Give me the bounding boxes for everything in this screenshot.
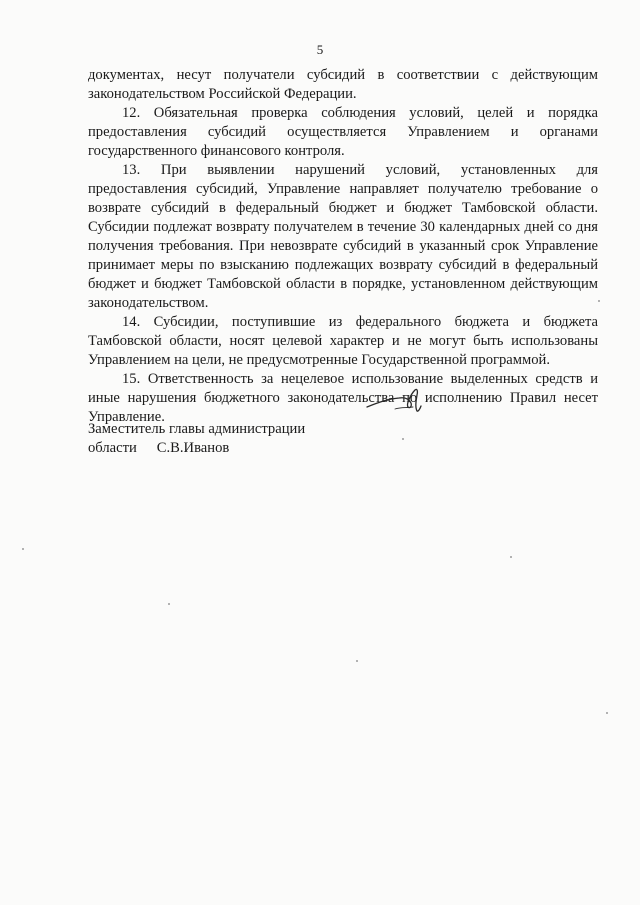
signatory-name: С.В.Иванов bbox=[156, 440, 230, 456]
paragraph-12: 12. Обязательная проверка соблюдения условий, целей и порядка предоставления субсидий осуществляется Управлением и органами государственного финансового контроля. bbox=[88, 105, 598, 159]
scan-speck bbox=[22, 548, 24, 550]
paragraph-continuation: документах, несут получатели субсидий в соответствии с действующим законодательством Российской Федерации. bbox=[88, 67, 598, 102]
signatory-region: области bbox=[88, 440, 137, 456]
signature-block bbox=[88, 420, 305, 458]
page-number: 5 bbox=[316, 42, 324, 57]
paragraph-13: 13. При выявлении нарушений условий, установленных для предоставления субсидий, Управление направляет получателю требование о возврате субсидий в федеральный бюджет и бюджет Тамбовской области. Субсидии подлежат возврату получателем в течение 30 календарных дней со дня получения требования. При невозврате субсидий в указанный срок Управление принимает меры по взысканию подлежащих возврату субсидий в федеральный бюджет и бюджет Тамбовской области в порядке, установленном действующим законодательством. bbox=[88, 162, 598, 311]
scan-speck bbox=[402, 438, 404, 440]
signatory-position: Заместитель главы администрации bbox=[88, 421, 306, 437]
signatory-line bbox=[88, 439, 305, 458]
handwritten-signature bbox=[365, 385, 435, 415]
scan-speck bbox=[598, 300, 600, 302]
document-body bbox=[88, 66, 598, 427]
scan-speck bbox=[606, 712, 608, 714]
scan-speck bbox=[356, 660, 358, 662]
scan-speck bbox=[510, 556, 512, 558]
scan-speck bbox=[168, 603, 170, 605]
paragraph-15: 15. Ответственность за нецелевое использование выделенных средств и иные нарушения бюджетного законодательства по исполнению Правил несет Управление. bbox=[88, 371, 598, 425]
paragraph-14: 14. Субсидии, поступившие из федерального бюджета и бюджета Тамбовской области, носят целевой характер и не могут быть использованы Управлением на цели, не предусмотренные Государственной программой. bbox=[88, 314, 598, 368]
